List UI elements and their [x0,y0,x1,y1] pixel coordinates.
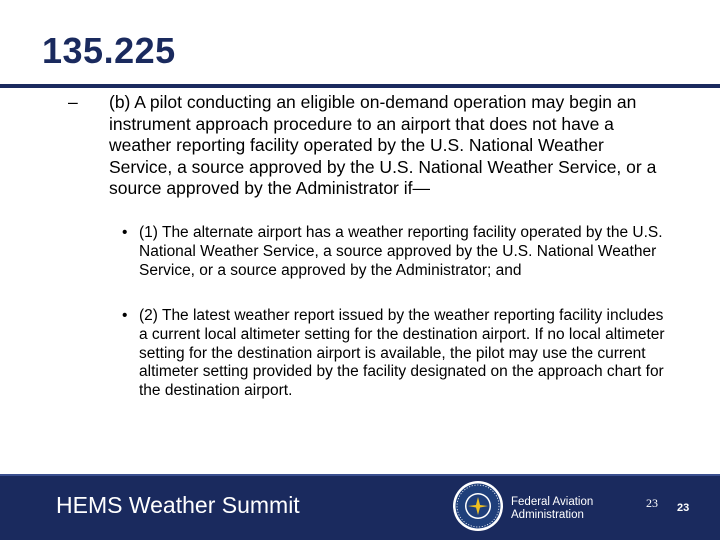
level1-item [68,92,668,200]
footer-band [0,474,720,540]
footer-line [0,474,720,476]
bullet-item-1 [122,224,667,280]
event-name: HEMS Weather Summit [56,492,300,518]
agency-line-2: Administration [511,509,584,521]
bullet-text: (1) The alternate airport has a weather reporting facility operated by the U.S. National Weather Service, a source approved by the U.S. National Weather Service, or a source approved by the Administrator; and [139,224,663,279]
page-number-b: 23 [677,502,690,514]
dash-marker: – [68,92,78,112]
bullet-marker: • [122,307,128,324]
bullet-item-2 [122,307,667,401]
bullet-marker: • [122,224,128,241]
level1-text: (b) A pilot conducting an eligible on-demand operation may begin an instrument approach procedure to an airport that does not have a weather reporting facility operated by the U.S. National Weather Service, a source approved by the U.S. National Weather Service, or a source approved by the Administrator if— [109,92,657,198]
agency-line-1: Federal Aviation [511,496,594,508]
page-number-a: 23 [646,496,658,510]
faa-seal-icon [452,480,504,532]
slide-title: 135.225 [42,30,176,71]
title-rule [0,84,720,88]
bullet-text: (2) The latest weather report issued by the weather reporting facility includes a current local altimeter setting for the destination airport. If no local altimeter setting for the destination airport is available, the pilot may use the current altimeter setting provided by the facility designated on the approach chart for the destination airport. [139,307,665,400]
agency-name [511,496,593,522]
